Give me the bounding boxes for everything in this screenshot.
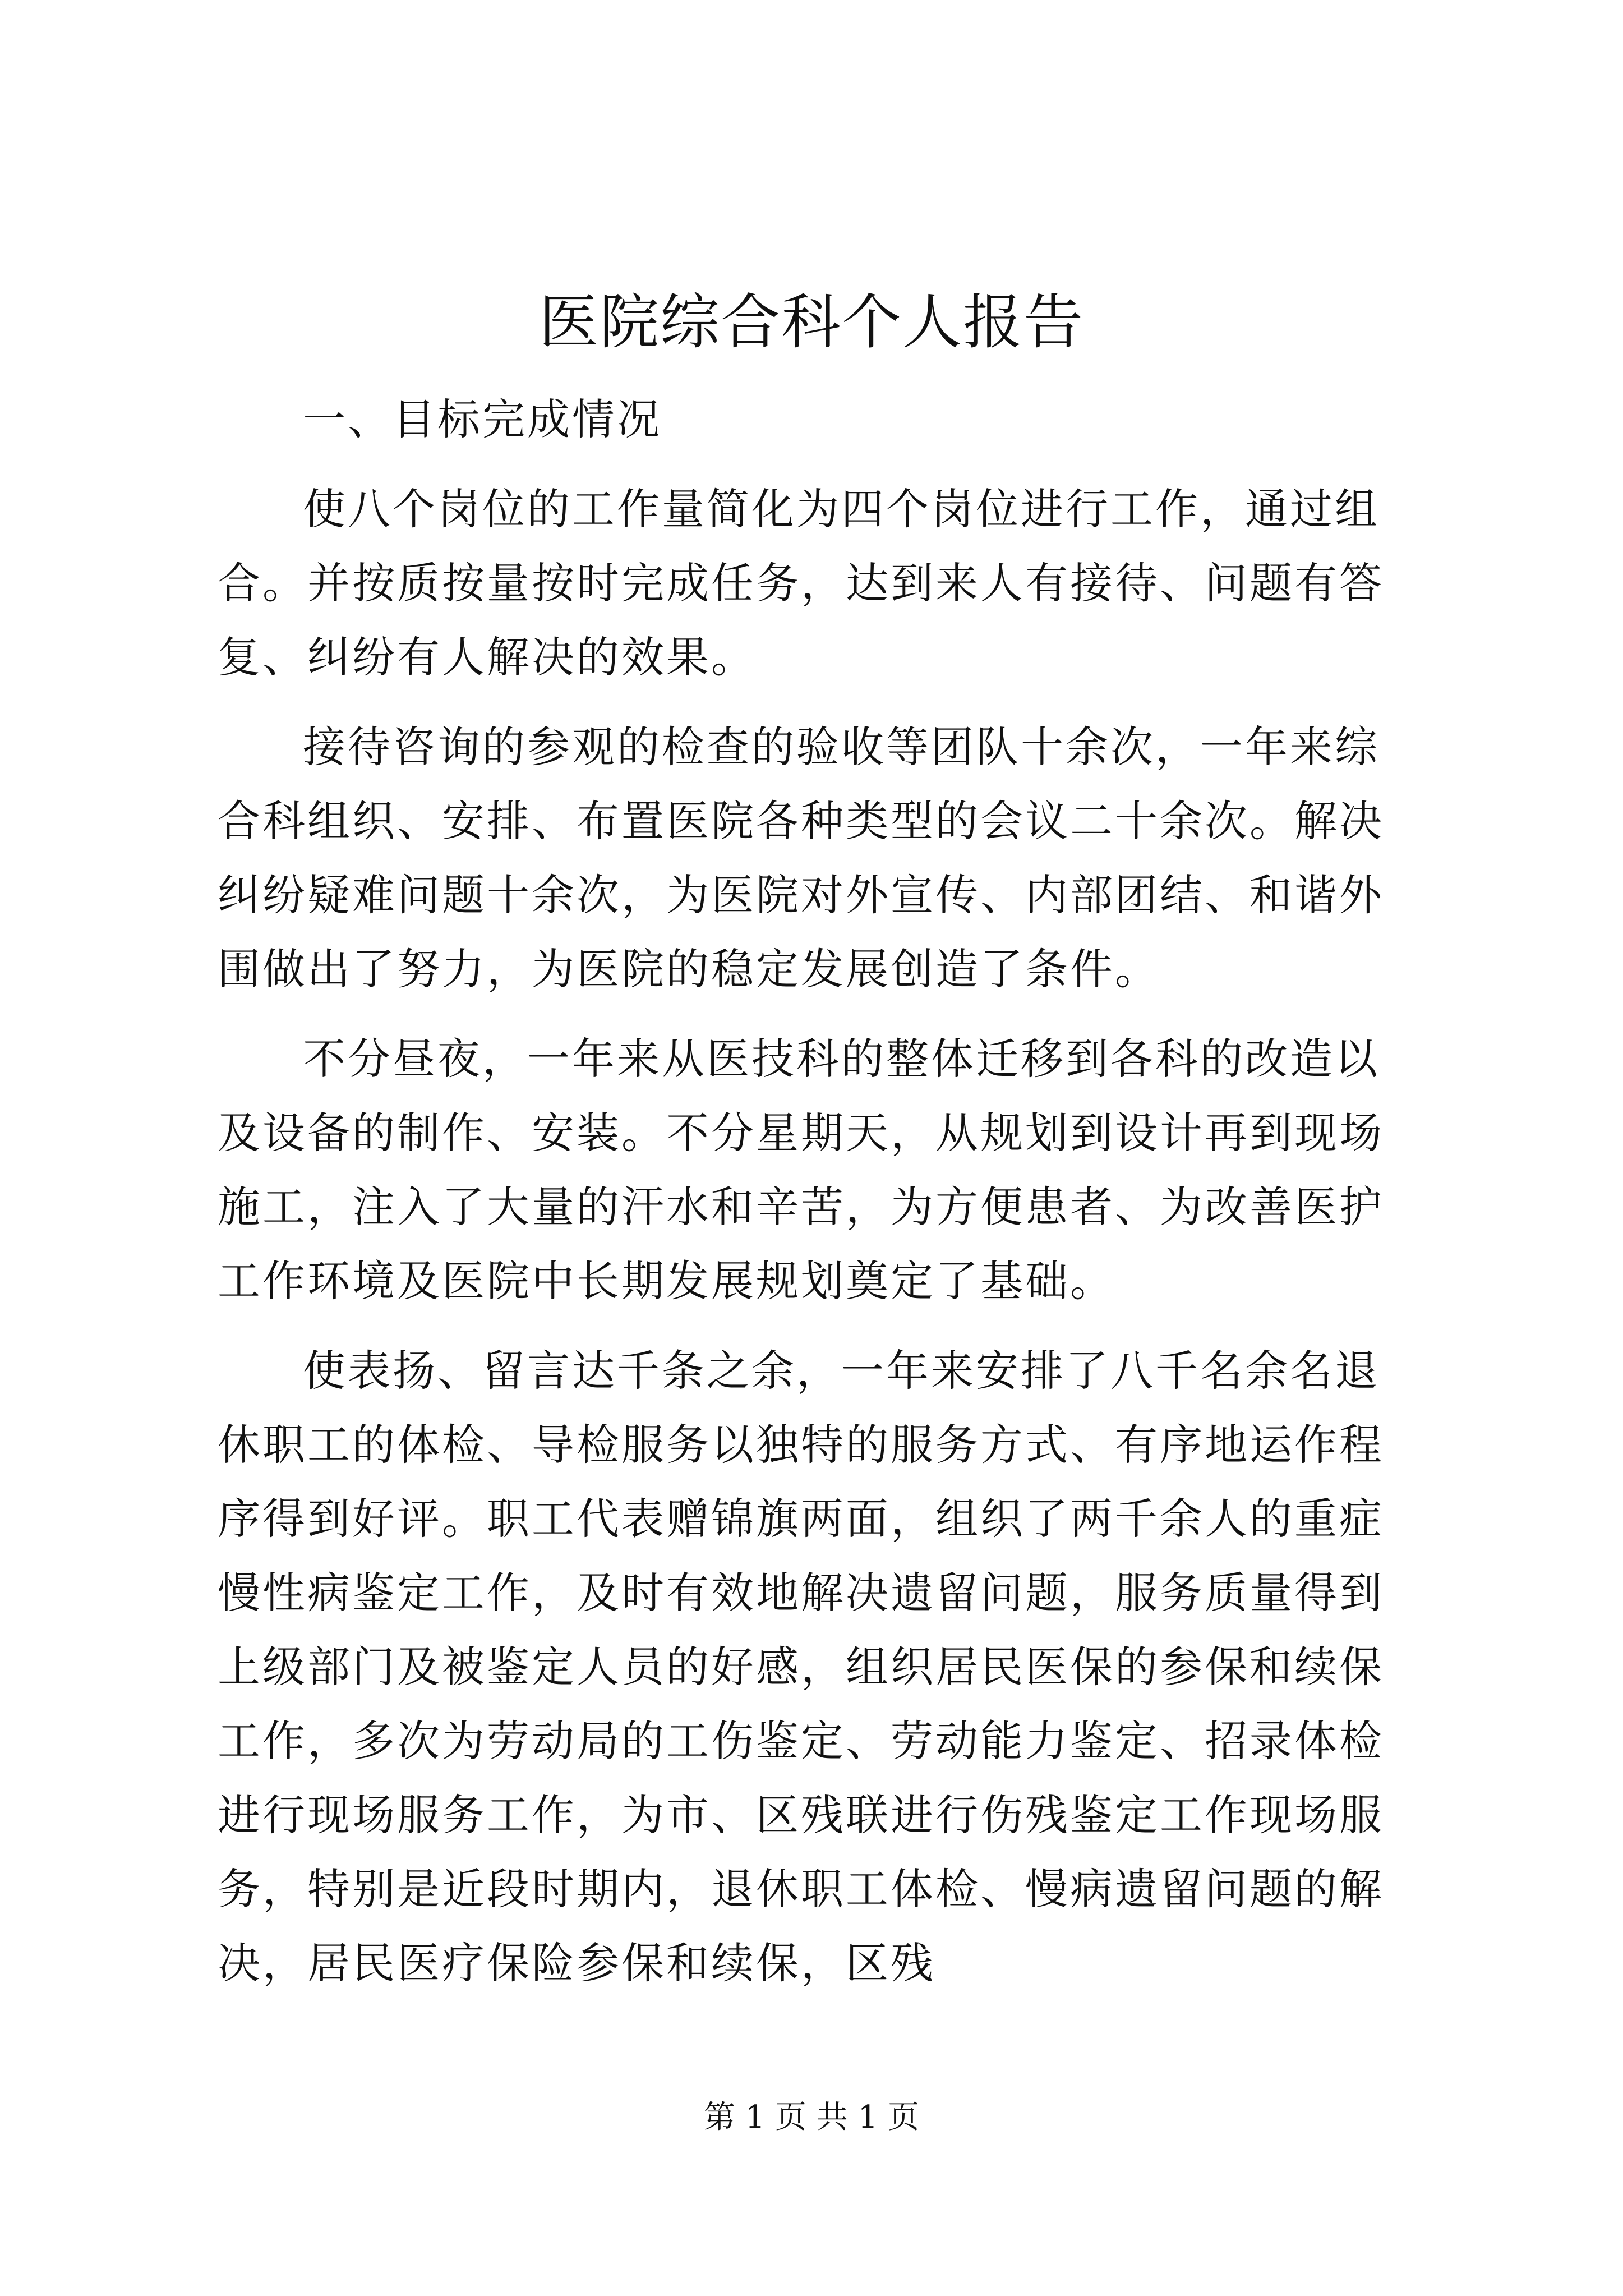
document-body — [218, 383, 1418, 2016]
section-heading: 一、目标完成情况 — [303, 394, 662, 444]
document-title: 医院综合科个人报告 — [539, 288, 1084, 357]
page-footer: 第 1 页 共 1 页 — [703, 2099, 920, 2136]
paragraph-4: 使表扬、留言达千条之余，一年来安排了八千名余名退休职工的体检、导检服务以独特的服务方式、有序地运作程序得到好评。职工代表赠锦旗两面，组织了两千余人的重症慢性病鉴定工作，及时有效地解决遗留问题，服务质量得到上级部门及被鉴定人员的好感，组织居民医保的参保和续保工作，多次为劳动局的工伤鉴定、劳动能力鉴定、招录体检进行现场服务工作，为市、区残联进行伤残鉴定工作现场服务，特别是近段时期内，退休职工体检、慢病遗留问题的解决，居民医疗保险参保和续保，区残 — [218, 1346, 1384, 1988]
paragraph-1: 使八个岗位的工作量简化为四个岗位进行工作，通过组合。并按质按量按时完成任务，达到来人有接待、问题有答复、纠纷有人解决的效果。 — [218, 484, 1384, 682]
paragraph-2: 接待咨询的参观的检查的验收等团队十余次，一年来综合科组织、安排、布置医院各种类型的会议二十余次。解决纠纷疑难问题十余次，为医院对外宣传、内部团结、和谐外围做出了努力，为医院的稳定发展创造了条件。 — [218, 722, 1384, 994]
paragraph-3: 不分昼夜，一年来从医技科的整体迁移到各科的改造以及设备的制作、安装。不分星期天，从规划到设计再到现场施工，注入了大量的汗水和辛苦，为方便患者、为改善医护工作环境及医院中长期发展规划奠定了基础。 — [218, 1034, 1384, 1306]
